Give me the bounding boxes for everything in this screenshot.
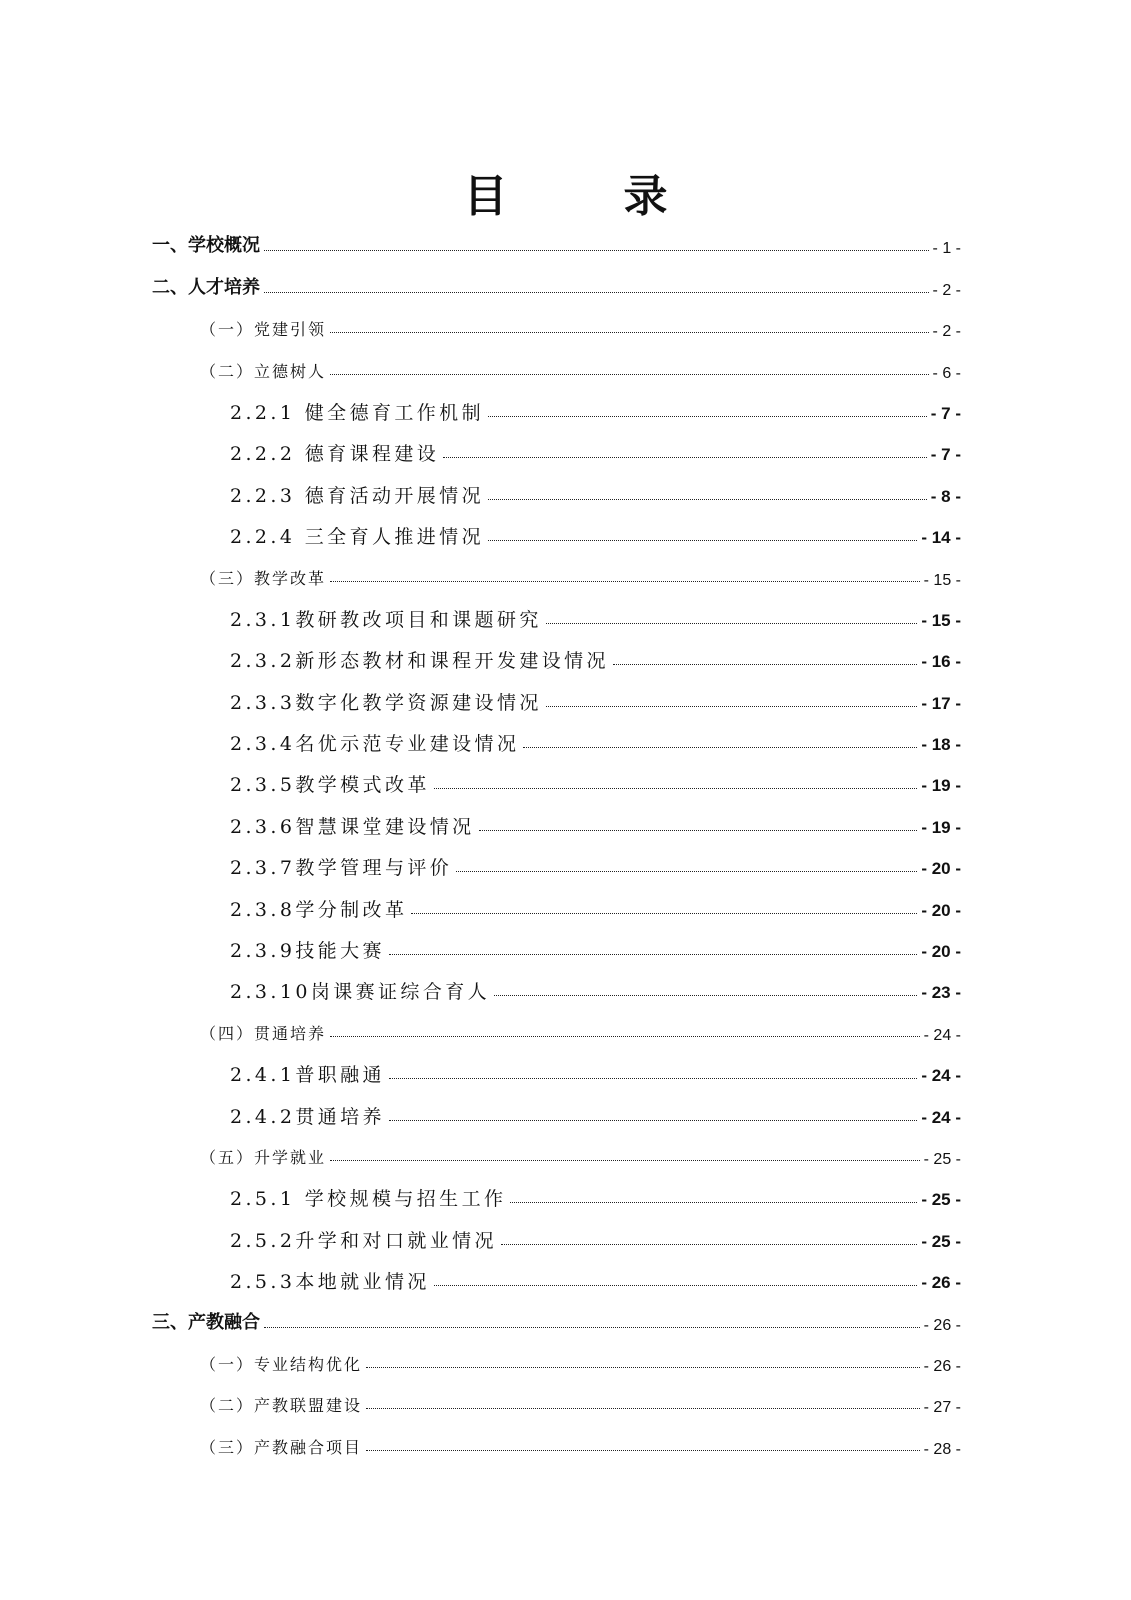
toc-entry[interactable] bbox=[0, 1337, 1131, 1378]
dot-leader bbox=[613, 664, 917, 665]
toc-entry-label: 2.3.3数字化教学资源建设情况 bbox=[230, 691, 542, 714]
toc-entry-label: 2.5.2升学和对口就业情况 bbox=[230, 1229, 497, 1252]
dot-leader bbox=[510, 1202, 917, 1203]
dot-leader bbox=[434, 1285, 918, 1286]
toc-entry[interactable] bbox=[0, 1378, 1131, 1419]
dot-leader bbox=[366, 1408, 920, 1409]
toc-entry-label: （一）专业结构优化 bbox=[200, 1354, 363, 1374]
toc-entry-label: 2.5.1 学校规模与招生工作 bbox=[230, 1188, 507, 1211]
toc-entry[interactable] bbox=[0, 343, 1131, 384]
toc-entry-page-number: - 26 - bbox=[921, 1273, 961, 1293]
dot-leader bbox=[494, 995, 917, 996]
toc-entry-page-number: - 15 - bbox=[921, 610, 961, 630]
toc-entry[interactable] bbox=[0, 1295, 1131, 1336]
toc-entry-page-number: - 2 - bbox=[932, 281, 961, 299]
toc-entry-page-number: - 25 - bbox=[921, 1231, 961, 1251]
toc-entry-page-number: - 23 - bbox=[921, 983, 961, 1003]
dot-leader bbox=[264, 1327, 920, 1328]
toc-entry-page-number: - 1 - bbox=[932, 240, 961, 258]
toc-entry-label: 2.5.3本地就业情况 bbox=[230, 1271, 430, 1294]
toc-entry-page-number: - 14 - bbox=[921, 528, 961, 548]
toc-entry-page-number: - 27 - bbox=[923, 1399, 961, 1417]
toc-entry[interactable] bbox=[0, 1047, 1131, 1088]
toc-entry-label: 2.4.2贯通培养 bbox=[230, 1105, 385, 1128]
toc-entry[interactable] bbox=[0, 260, 1131, 301]
dot-leader bbox=[488, 540, 917, 541]
toc-entry-label: 一、学校概况 bbox=[152, 235, 260, 256]
toc-entry-label: 2.3.2新形态教材和课程开发建设情况 bbox=[230, 650, 609, 673]
dot-leader bbox=[366, 1367, 920, 1368]
toc-entry-label: 2.2.3 德育活动开展情况 bbox=[230, 484, 484, 507]
toc-entry[interactable] bbox=[0, 426, 1131, 467]
toc-entry[interactable] bbox=[0, 1005, 1131, 1046]
toc-entry[interactable] bbox=[0, 219, 1131, 260]
dot-leader bbox=[434, 788, 918, 789]
toc-entry[interactable] bbox=[0, 633, 1131, 674]
toc-entry-page-number: - 26 - bbox=[923, 1316, 961, 1334]
toc-entry[interactable] bbox=[0, 1088, 1131, 1129]
toc-entry-page-number: - 7 - bbox=[930, 403, 961, 423]
toc-entry-label: 2.2.4 三全育人推进情况 bbox=[230, 526, 484, 549]
toc-entry-label: 2.3.1教研教改项目和课题研究 bbox=[230, 608, 542, 631]
dot-leader bbox=[443, 457, 927, 458]
toc-entry-label: （五）升学就业 bbox=[200, 1147, 327, 1167]
toc-entry-label: （四）贯通培养 bbox=[200, 1023, 327, 1043]
toc-entry[interactable] bbox=[0, 757, 1131, 798]
toc-entry-page-number: - 6 - bbox=[932, 364, 961, 382]
dot-leader bbox=[330, 374, 929, 375]
dot-leader bbox=[389, 954, 917, 955]
toc-entry-page-number: - 19 - bbox=[921, 817, 961, 837]
toc-entry-label: 2.2.2 德育课程建设 bbox=[230, 443, 440, 466]
dot-leader bbox=[264, 292, 929, 293]
dot-leader bbox=[488, 499, 927, 500]
toc-entry[interactable] bbox=[0, 1130, 1131, 1171]
toc-entry-label: （三）产教融合项目 bbox=[200, 1437, 363, 1457]
toc-entry-page-number: - 24 - bbox=[921, 1107, 961, 1127]
toc-entry-label: 二、人才培养 bbox=[152, 276, 260, 297]
toc-entry[interactable] bbox=[0, 840, 1131, 881]
toc-entry[interactable] bbox=[0, 798, 1131, 839]
dot-leader bbox=[330, 332, 929, 333]
toc-entry-page-number: - 24 - bbox=[921, 1066, 961, 1086]
toc-entry[interactable] bbox=[0, 674, 1131, 715]
toc-entry[interactable] bbox=[0, 1212, 1131, 1253]
toc-entry-label: （三）教学改革 bbox=[200, 568, 327, 588]
toc-entry-label: 2.3.5教学模式改革 bbox=[230, 774, 430, 797]
dot-leader bbox=[264, 250, 929, 251]
dot-leader bbox=[479, 830, 918, 831]
toc-entry[interactable] bbox=[0, 509, 1131, 550]
toc-entry-page-number: - 25 - bbox=[921, 1190, 961, 1210]
toc-entry-page-number: - 18 - bbox=[921, 735, 961, 755]
toc-entry[interactable] bbox=[0, 1419, 1131, 1460]
toc-entry-label: 2.3.6智慧课堂建设情况 bbox=[230, 815, 475, 838]
toc-title: 目 录 bbox=[463, 171, 704, 223]
toc-entry[interactable] bbox=[0, 592, 1131, 633]
toc-entry[interactable] bbox=[0, 716, 1131, 757]
toc-entry[interactable] bbox=[0, 1171, 1131, 1212]
toc-entry-page-number: - 25 - bbox=[923, 1150, 961, 1168]
toc-entry-label: 2.4.1普职融通 bbox=[230, 1064, 385, 1087]
toc-entry[interactable] bbox=[0, 385, 1131, 426]
table-of-contents bbox=[0, 219, 1131, 1461]
toc-entry[interactable] bbox=[0, 550, 1131, 591]
toc-entry[interactable] bbox=[0, 1254, 1131, 1295]
toc-entry-page-number: - 19 - bbox=[921, 776, 961, 796]
toc-entry[interactable] bbox=[0, 302, 1131, 343]
toc-entry-page-number: - 8 - bbox=[930, 486, 961, 506]
dot-leader bbox=[330, 1036, 920, 1037]
toc-entry-label: 2.3.7教学管理与评价 bbox=[230, 857, 453, 880]
dot-leader bbox=[488, 416, 927, 417]
toc-entry-label: 三、产教融合 bbox=[152, 1311, 260, 1332]
toc-entry-page-number: - 20 - bbox=[921, 900, 961, 920]
toc-entry-label: 2.2.1 健全德育工作机制 bbox=[230, 401, 484, 424]
toc-entry-page-number: - 17 - bbox=[921, 693, 961, 713]
dot-leader bbox=[389, 1078, 917, 1079]
dot-leader bbox=[330, 1160, 920, 1161]
toc-entry[interactable] bbox=[0, 923, 1131, 964]
toc-entry-label: 2.3.10岗课赛证综合育人 bbox=[230, 981, 491, 1004]
toc-entry-label: （二）产教联盟建设 bbox=[200, 1396, 363, 1416]
toc-entry-label: 2.3.8学分制改革 bbox=[230, 898, 408, 921]
toc-entry-page-number: - 26 - bbox=[923, 1357, 961, 1375]
toc-entry-page-number: - 16 - bbox=[921, 652, 961, 672]
dot-leader bbox=[411, 913, 917, 914]
dot-leader bbox=[330, 581, 920, 582]
toc-entry-label: 2.3.9技能大赛 bbox=[230, 940, 385, 963]
toc-entry-page-number: - 24 - bbox=[923, 1026, 961, 1044]
toc-entry-label: （二）立德树人 bbox=[200, 361, 327, 381]
dot-leader bbox=[523, 747, 917, 748]
toc-entry-page-number: - 15 - bbox=[923, 571, 961, 589]
toc-entry-label: 2.3.4名优示范专业建设情况 bbox=[230, 733, 520, 756]
dot-leader bbox=[546, 706, 918, 707]
dot-leader bbox=[501, 1244, 917, 1245]
dot-leader bbox=[456, 871, 917, 872]
toc-entry-page-number: - 28 - bbox=[923, 1440, 961, 1458]
toc-entry[interactable] bbox=[0, 467, 1131, 508]
toc-entry[interactable] bbox=[0, 881, 1131, 922]
toc-entry-page-number: - 2 - bbox=[932, 323, 961, 341]
dot-leader bbox=[366, 1450, 920, 1451]
dot-leader bbox=[389, 1120, 917, 1121]
toc-entry-page-number: - 20 - bbox=[921, 942, 961, 962]
toc-entry[interactable] bbox=[0, 964, 1131, 1005]
toc-entry-page-number: - 20 - bbox=[921, 859, 961, 879]
dot-leader bbox=[546, 623, 918, 624]
toc-entry-label: （一）党建引领 bbox=[200, 320, 327, 340]
toc-entry-page-number: - 7 - bbox=[930, 445, 961, 465]
